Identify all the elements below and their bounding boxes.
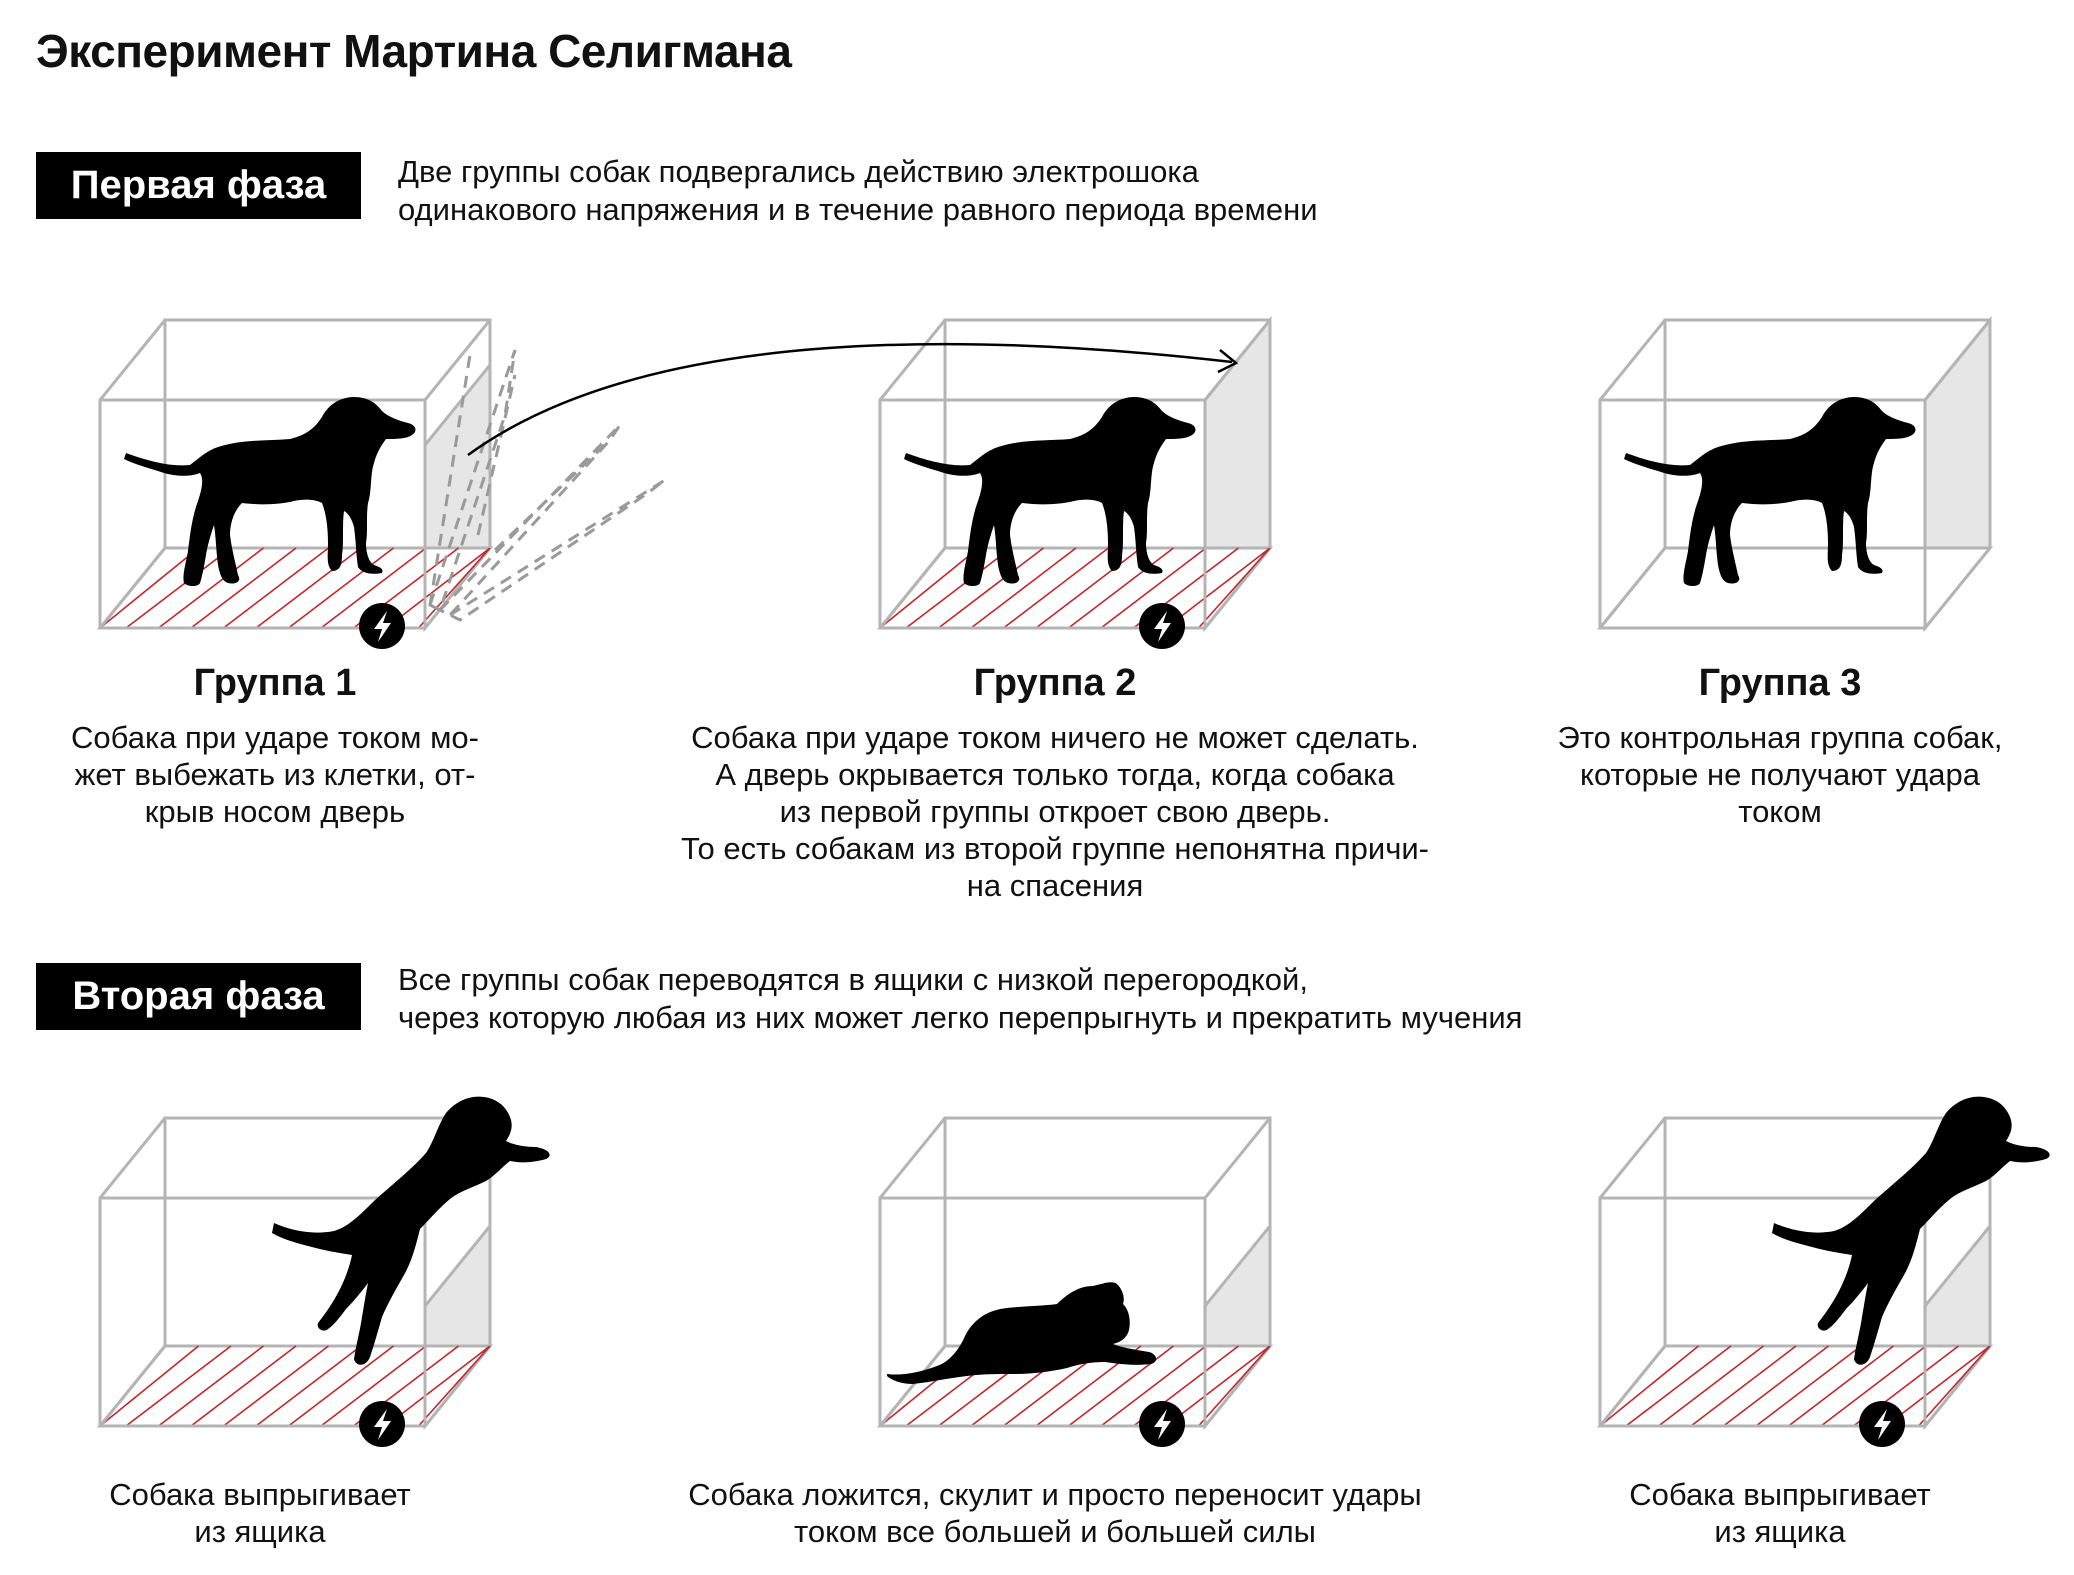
box-floor [100, 548, 490, 628]
box-floor [1600, 548, 1990, 628]
phase2-caption-1 [60, 1476, 460, 1550]
phase2-desc-line: Все группы собак переводятся в ящики с низкой перегородкой, [398, 962, 1308, 997]
box-edge [1600, 320, 1665, 400]
caption-line: Собака при ударе током ничего не может сделать. [691, 720, 1419, 755]
caption-line: Собака при ударе током мо- [71, 720, 479, 755]
box-edge [880, 1118, 945, 1198]
lightning-icon [359, 1401, 405, 1447]
group1-title: Группа 1 [193, 662, 357, 704]
phase2-label: Вторая фаза [36, 963, 361, 1030]
caption-line: Собака выпрыгивает [109, 1477, 411, 1512]
caption-line: Собака ложится, скулит и просто переносит удары [688, 1477, 1422, 1512]
phase2-caption-3 [1580, 1476, 1980, 1550]
caption-line: током все большей и большей силы [794, 1514, 1316, 1549]
phase2-desc-line: через которую любая из них может легко перепрыгнуть и прекратить мучения [398, 1000, 1523, 1035]
box-edge [100, 320, 165, 400]
lightning-icon [1859, 1401, 1905, 1447]
caption-line: из ящика [194, 1514, 326, 1549]
box-edge [1600, 1118, 1665, 1198]
caption-line: из ящика [1714, 1514, 1846, 1549]
caption-line: из первой группы откроет свою дверь. [779, 794, 1331, 829]
group2-title: Группа 2 [973, 662, 1137, 704]
box-edge [880, 320, 945, 400]
box-edge [100, 1118, 165, 1198]
caption-line: током [1738, 794, 1822, 829]
box-floor [100, 1346, 490, 1426]
caption-line: Собака выпрыгивает [1629, 1477, 1931, 1512]
caption-line: жет выбежать из клетки, от- [74, 757, 476, 792]
lightning-icon [1139, 603, 1185, 649]
caption-line: на спасения [966, 868, 1144, 903]
caption-line: А дверь окрывается только тогда, когда собака [715, 757, 1395, 792]
dog-silhouette [272, 1097, 550, 1365]
group2-caption [630, 719, 1480, 904]
box-floor [880, 548, 1270, 628]
caption-line: Это контрольная группа собак, [1557, 720, 2003, 755]
caption-line: То есть собакам из второй группе непонятна причи- [680, 831, 1429, 866]
dog-silhouette [1772, 1097, 2050, 1365]
group3-title: Группа 3 [1698, 662, 1862, 704]
caption-line: которые не получают удара [1580, 757, 1980, 792]
phase1-desc-line: одинакового напряжения и в течение равного периода времени [398, 192, 1318, 227]
caption-line: крыв носом дверь [144, 794, 406, 829]
box-floor [1600, 1346, 1990, 1426]
phase1-desc-line: Две группы собак подвергались действию электрошока [398, 154, 1199, 189]
lightning-icon [1139, 1401, 1185, 1447]
lightning-icon [359, 603, 405, 649]
phase1-label: Первая фаза [36, 152, 361, 219]
group1-caption [30, 719, 520, 830]
page-title: Эксперимент Мартина Селигмана [36, 25, 792, 77]
group3-caption [1520, 719, 2040, 830]
phase2-caption-2 [620, 1476, 1490, 1550]
box-edge [1205, 1118, 1270, 1198]
